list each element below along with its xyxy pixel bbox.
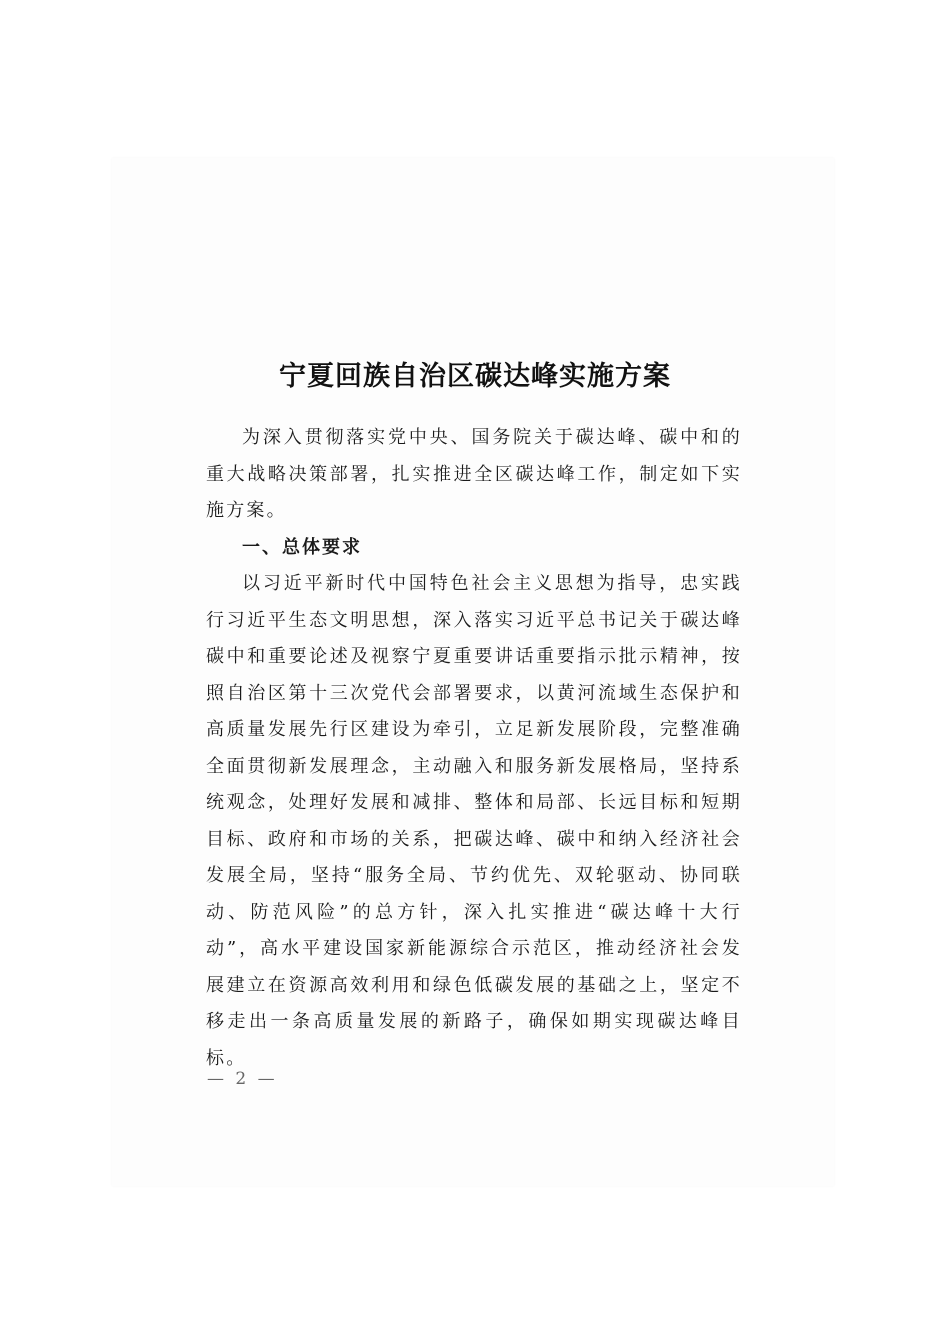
section-paragraph: 以习近平新时代中国特色社会主义思想为指导，忠实践行习近平生态文明思想，深入落实习近平总书记关于碳达峰碳中和重要论述及视察宁夏重要讲话重要指示批示精神，按照自治区第十三次党代会部署要求，以黄河流域生态保护和高质量发展先行区建设为牵引，立足新发展阶段，完整准确全面贯彻新发展理念，主动融入和服务新发展格局，坚持系统观念，处理好发展和减排、整体和局部、长远目标和短期目标、政府和市场的关系，把碳达峰、碳中和纳入经济社会发展全局，坚持“服务全局、节约优先、双轮驱动、协同联动、防范风险”的总方针，深入扎实推进“碳达峰十大行动”，高水平建设国家新能源综合示范区，推动经济社会发展建立在资源高效利用和绿色低碳发展的基础之上，坚定不移走出一条高质量发展的新路子，确保如期实现碳达峰目标。: [206, 573, 742, 1069]
section-heading: 一、总体要求: [242, 536, 362, 558]
document-title: 宁夏回族自治区碳达峰实施方案: [279, 361, 671, 392]
page-number: — 2 —: [207, 1069, 278, 1089]
document-body: [206, 420, 742, 1077]
intro-paragraph: 为深入贯彻落实党中央、国务院关于碳达峰、碳中和的重大战略决策部署，扎实推进全区碳达峰工作，制定如下实施方案。: [206, 427, 742, 521]
